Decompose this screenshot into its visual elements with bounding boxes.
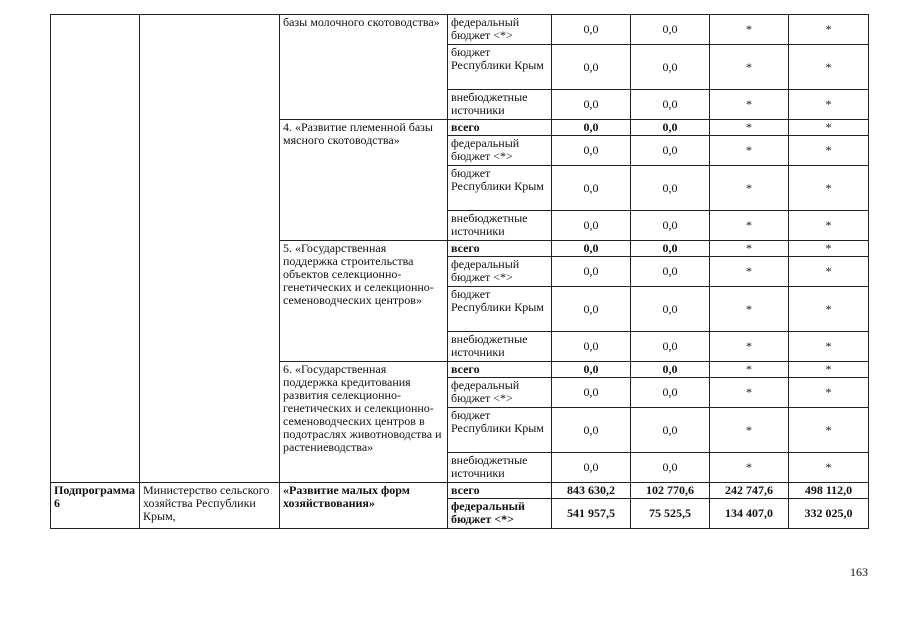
amount-cell: 0,0	[552, 120, 631, 136]
amount-cell: *	[710, 332, 789, 362]
amount-cell: *	[710, 453, 789, 483]
amount-cell: *	[789, 15, 869, 45]
funding-source: внебюджетные источники	[448, 453, 552, 483]
amount-cell: 0,0	[631, 241, 710, 257]
amount-cell: 0,0	[631, 15, 710, 45]
amount-cell: *	[710, 408, 789, 453]
amount-cell: *	[710, 120, 789, 136]
funding-source: федеральный бюджет <*>	[448, 499, 552, 529]
amount-cell: 0,0	[552, 408, 631, 453]
measure-name: 4. «Развитие племенной базы мясного скотоводства»	[280, 120, 448, 241]
amount-cell: *	[789, 241, 869, 257]
subprogram-title: «Развитие малых форм хозяйствования»	[280, 483, 448, 529]
amount-cell: 0,0	[631, 257, 710, 287]
amount-cell: *	[710, 287, 789, 332]
amount-cell: 541 957,5	[552, 499, 631, 529]
funding-source: внебюджетные источники	[448, 90, 552, 120]
amount-cell: 134 407,0	[710, 499, 789, 529]
amount-cell: *	[710, 257, 789, 287]
amount-cell: *	[789, 378, 869, 408]
executor-cell-empty	[140, 15, 280, 483]
amount-cell: 242 747,6	[710, 483, 789, 499]
funding-source: бюджет Республики Крым	[448, 287, 552, 332]
amount-cell: *	[789, 136, 869, 166]
table-row	[51, 483, 869, 499]
amount-cell: 0,0	[552, 45, 631, 90]
amount-cell: *	[789, 453, 869, 483]
amount-cell: *	[710, 45, 789, 90]
amount-cell: 75 525,5	[631, 499, 710, 529]
funding-source: бюджет Республики Крым	[448, 166, 552, 211]
amount-cell: 0,0	[552, 166, 631, 211]
amount-cell: *	[789, 362, 869, 378]
amount-cell: *	[710, 90, 789, 120]
amount-cell: 0,0	[631, 90, 710, 120]
amount-cell: 0,0	[552, 257, 631, 287]
amount-cell: *	[710, 378, 789, 408]
amount-cell: 0,0	[631, 211, 710, 241]
amount-cell: *	[789, 166, 869, 211]
amount-cell: 0,0	[631, 453, 710, 483]
funding-source: федеральный бюджет <*>	[448, 257, 552, 287]
amount-cell: 0,0	[552, 453, 631, 483]
measure-name: 6. «Государственная поддержка кредитования развития селекционно-генетических и селекционно-семеноводческих центров в подотраслях животноводства и растениеводства»	[280, 362, 448, 483]
budget-table	[50, 14, 869, 529]
funding-source: федеральный бюджет <*>	[448, 378, 552, 408]
amount-cell: 332 025,0	[789, 499, 869, 529]
amount-cell: *	[789, 408, 869, 453]
amount-cell: 0,0	[631, 332, 710, 362]
amount-cell: *	[789, 287, 869, 332]
amount-cell: 0,0	[631, 408, 710, 453]
amount-cell: *	[789, 257, 869, 287]
measure-name: 5. «Государственная поддержка строительства объектов селекционно-генетических и селекционно-семеноводческих центров»	[280, 241, 448, 362]
amount-cell: 102 770,6	[631, 483, 710, 499]
measure-name: базы молочного скотоводства»	[280, 15, 448, 120]
amount-cell: 0,0	[631, 45, 710, 90]
table-row	[51, 15, 869, 45]
amount-cell: 0,0	[552, 90, 631, 120]
amount-cell: *	[710, 166, 789, 211]
amount-cell: *	[710, 362, 789, 378]
amount-cell: 498 112,0	[789, 483, 869, 499]
funding-source: всего	[448, 120, 552, 136]
table-body	[51, 15, 869, 529]
subprogram-code: Подпрограмма 6	[51, 483, 140, 529]
funding-source: бюджет Республики Крым	[448, 45, 552, 90]
amount-cell: *	[710, 241, 789, 257]
amount-cell: 0,0	[552, 378, 631, 408]
amount-cell: 0,0	[631, 136, 710, 166]
page-number: 163	[850, 565, 868, 579]
amount-cell: *	[789, 211, 869, 241]
amount-cell: *	[789, 332, 869, 362]
amount-cell: *	[789, 120, 869, 136]
amount-cell: *	[789, 90, 869, 120]
funding-source: внебюджетные источники	[448, 211, 552, 241]
amount-cell: 0,0	[552, 15, 631, 45]
funding-source: всего	[448, 362, 552, 378]
amount-cell: 0,0	[552, 362, 631, 378]
subprogram-cell-empty	[51, 15, 140, 483]
funding-source: внебюджетные источники	[448, 332, 552, 362]
amount-cell: 0,0	[631, 287, 710, 332]
amount-cell: 0,0	[552, 332, 631, 362]
funding-source: бюджет Республики Крым	[448, 408, 552, 453]
funding-source: федеральный бюджет <*>	[448, 136, 552, 166]
amount-cell: 0,0	[552, 136, 631, 166]
amount-cell: 0,0	[631, 166, 710, 211]
funding-source: всего	[448, 241, 552, 257]
amount-cell: 0,0	[631, 120, 710, 136]
amount-cell: 0,0	[552, 241, 631, 257]
amount-cell: 843 630,2	[552, 483, 631, 499]
funding-source: всего	[448, 483, 552, 499]
amount-cell: 0,0	[552, 287, 631, 332]
amount-cell: *	[789, 45, 869, 90]
amount-cell: *	[710, 211, 789, 241]
amount-cell: 0,0	[552, 211, 631, 241]
amount-cell: 0,0	[631, 362, 710, 378]
executor-name: Министерство сельского хозяйства Республики Крым,	[140, 483, 280, 529]
amount-cell: *	[710, 15, 789, 45]
amount-cell: 0,0	[631, 378, 710, 408]
funding-source: федеральный бюджет <*>	[448, 15, 552, 45]
amount-cell: *	[710, 136, 789, 166]
